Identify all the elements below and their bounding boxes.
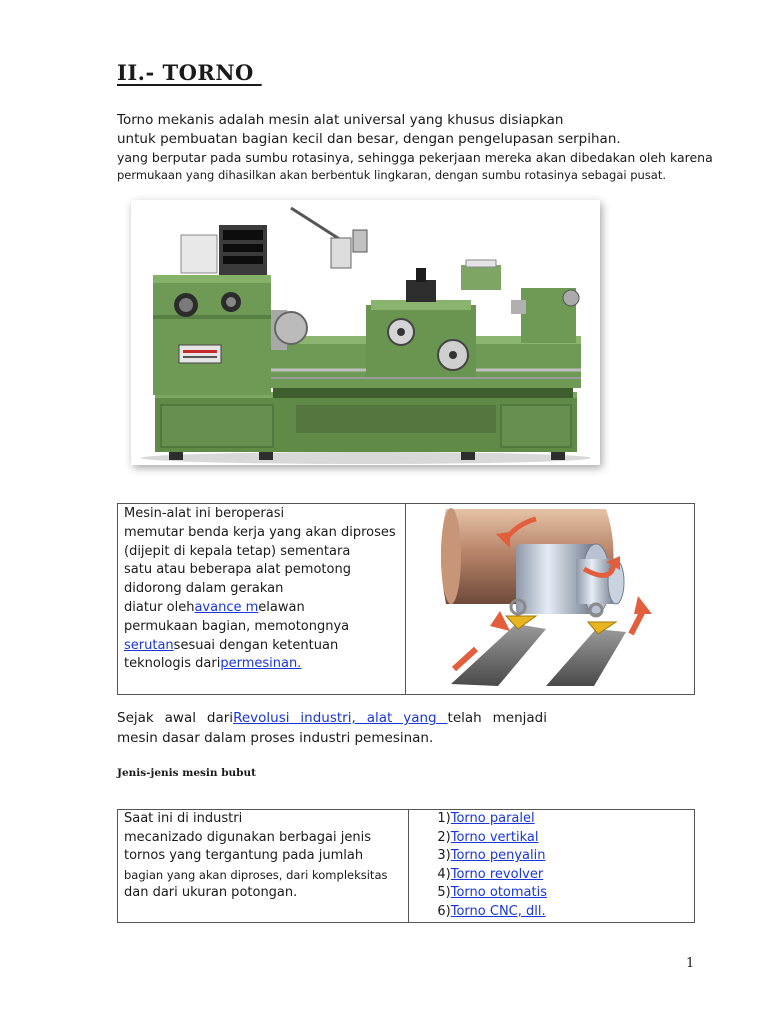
operation-line bbox=[124, 599, 405, 618]
list-item bbox=[437, 829, 694, 848]
link-torno-vertikal[interactable]: Torno vertikal bbox=[450, 829, 539, 845]
operation-text: teknologis dari bbox=[124, 656, 221, 672]
link-serutan[interactable]: serutan bbox=[124, 637, 174, 653]
list-item bbox=[437, 903, 694, 922]
operation-line: satu atau beberapa alat pemotong bbox=[124, 562, 351, 578]
list-number: 4) bbox=[437, 866, 451, 882]
operation-table bbox=[117, 503, 695, 695]
operation-line: Mesin-alat ini beroperasi bbox=[124, 506, 285, 521]
types-line: tornos yang tergantung pada jumlah bbox=[124, 848, 364, 864]
operation-line: didorong dalam gerakan bbox=[124, 581, 284, 597]
intro-paragraph bbox=[117, 111, 768, 184]
history-text: telah menjadi bbox=[447, 710, 547, 726]
types-line: bagian yang akan diproses, dari kompleksitas bbox=[124, 867, 388, 882]
operation-line: memutar benda kerja yang akan diproses bbox=[124, 524, 396, 540]
types-table bbox=[117, 809, 695, 923]
types-line: Saat ini di industri bbox=[124, 811, 243, 826]
lathe-cutting-diagram bbox=[406, 504, 694, 690]
link-permesinan[interactable]: permesinan. bbox=[220, 656, 302, 672]
operation-text: sesuai dengan ketentuan bbox=[173, 637, 339, 653]
list-number: 6) bbox=[437, 903, 451, 919]
link-torno-paralel[interactable]: Torno paralel bbox=[450, 811, 535, 826]
operation-line bbox=[124, 637, 405, 656]
intro-line-1: Torno mekanis adalah mesin alat universal yang khusus disiapkan bbox=[117, 112, 564, 128]
operation-line: permukaan bagian, memotongnya bbox=[124, 618, 350, 634]
history-line-2: mesin dasar dalam proses industri pemesinan. bbox=[117, 729, 434, 746]
link-revolusi-industri[interactable]: Revolusi industri, alat yang bbox=[233, 710, 448, 726]
intro-line-4: permukaan yang dihasilkan akan berbentuk lingkaran, dengan sumbu rotasinya sebagai pusat. bbox=[117, 168, 667, 182]
operation-line bbox=[124, 655, 405, 674]
link-torno-revolver[interactable]: Torno revolver bbox=[450, 866, 544, 882]
operation-text: elawan bbox=[258, 599, 305, 615]
section-heading: Jenis-jenis mesin bubut bbox=[117, 767, 256, 779]
intro-line-2: untuk pembuatan bagian kecil dan besar, dengan pengelupasan serpihan. bbox=[117, 131, 621, 147]
list-number: 5) bbox=[437, 885, 451, 901]
operation-text-cell bbox=[118, 504, 406, 695]
list-number: 2) bbox=[437, 829, 451, 845]
link-avance[interactable]: avance m bbox=[194, 599, 259, 615]
link-torno-otomatis[interactable]: Torno otomatis bbox=[450, 885, 547, 901]
list-item bbox=[437, 847, 694, 866]
link-torno-cnc[interactable]: Torno CNC, dll. bbox=[450, 903, 546, 919]
link-torno-penyalin[interactable]: Torno penyalin bbox=[450, 848, 546, 864]
list-number: 3) bbox=[437, 848, 451, 864]
operation-text: diatur oleh bbox=[124, 599, 195, 615]
list-item bbox=[437, 884, 694, 903]
lathe-machine-photo bbox=[131, 200, 600, 465]
types-line: dan dari ukuran potongan. bbox=[124, 885, 298, 901]
history-line-1 bbox=[117, 709, 547, 729]
intro-line-3: yang berputar pada sumbu rotasinya, sehingga pekerjaan mereka akan dibedakan oleh karena bbox=[117, 150, 713, 165]
operation-line: (dijepit di kepala tetap) sementara bbox=[124, 543, 351, 559]
types-list-cell bbox=[409, 810, 695, 923]
history-paragraph bbox=[117, 709, 547, 748]
types-text-cell bbox=[118, 810, 409, 923]
diagram-cell bbox=[406, 504, 695, 695]
history-text: Sejak awal dari bbox=[117, 710, 234, 726]
list-item bbox=[437, 810, 694, 829]
page-number: 1 bbox=[686, 956, 695, 971]
list-item bbox=[437, 866, 694, 885]
page-title: II.- TORNO bbox=[117, 60, 262, 85]
list-number: 1) bbox=[437, 811, 451, 826]
types-line: mecanizado digunakan berbagai jenis bbox=[124, 829, 371, 845]
